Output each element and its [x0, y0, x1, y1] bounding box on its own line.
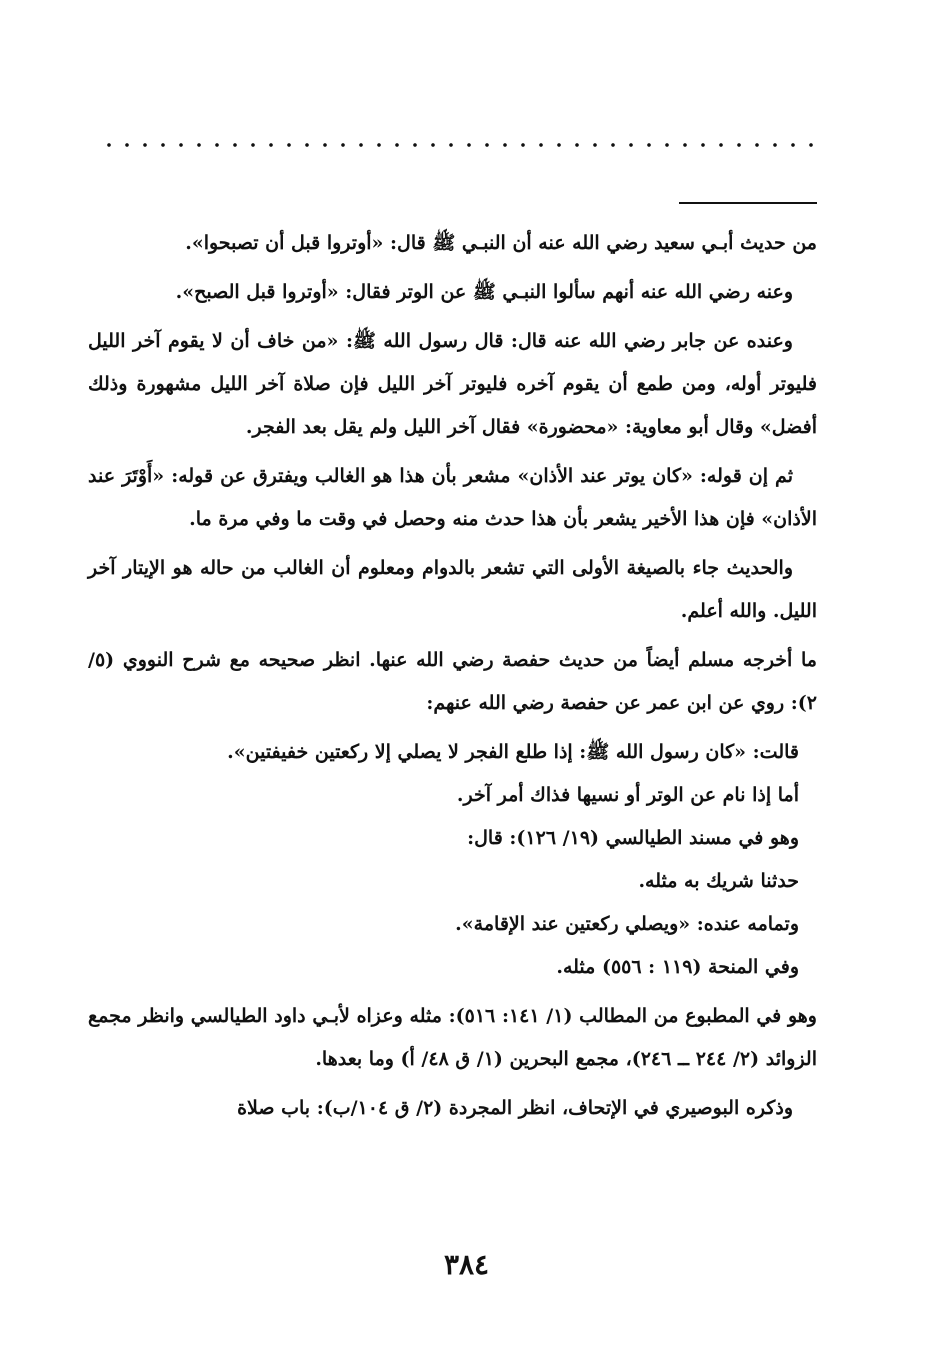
footnotes: [88, 222, 817, 1136]
note-paragraph: وذكره البوصيري في الإتحاف، انظر المجردة (٢/ ق ١٠٤/ب): باب صلاة: [237, 1097, 793, 1119]
note-line: وفي المنحة (١١٩ : ٥٥٦) مثله.: [556, 956, 799, 978]
note-paragraph: من حديث أبـي سعيد رضي الله عنه أن النبـي ﷺ قال: «أوتروا قبل أن تصبحوا».: [185, 232, 817, 254]
note-line: قالت: «كان رسول الله ﷺ: إذا طلع الفجر لا يصلي إلا ركعتين خفيفتين».: [227, 741, 799, 763]
note-line: أما إذا نام عن الوتر أو نسيها فذاك أمر آخر.: [456, 784, 799, 806]
note-line: وهو في مسند الطيالسي (١٩/ ١٢٦): قال:: [467, 827, 799, 849]
note-paragraph: ثم إن قوله: «كان يوتر عند الأذان» مشعر بأن هذا هو الغالب ويفترق عن قوله: «أَوْتَرَ عند الأذان» فإن هذا الأخير يشعر بأن هذا حدث منه وحصل في وقت ما وفي مرة ما.: [88, 465, 817, 530]
page-number: ٣٨٤: [443, 1248, 490, 1281]
note-line: وتمامه عنده: «ويصلي ركعتين عند الإقامة».: [455, 913, 799, 935]
footnote-rule: [679, 202, 817, 204]
note-paragraph: والحديث جاء بالصيغة الأولى التي تشعر بالدوام ومعلوم أن الغالب من حاله هو الإيتار آخر الليل. والله أعلم.: [88, 557, 817, 622]
note-paragraph: وعنه رضي الله عنه أنهم سألوا النبـي ﷺ عن الوتر فقال: «أوتروا قبل الصبح».: [175, 281, 793, 303]
note-line: حدثنا شريك به مثله.: [638, 870, 799, 892]
note-paragraph: وعنده عن جابر رضي الله عنه قال: قال رسول الله ﷺ: «من خاف أن لا يقوم آخر الليل فليوتر أوله، ومن طمع أن يقوم آخره فليوتر آخر الليل فإن صلاة آخر الليل مشهورة وذلك أفضل» وقال أبو معاوية: «محضورة» فقال آخر الليل ولم يقل بعد الفجر.: [88, 330, 817, 438]
dotted-separator: [100, 140, 818, 150]
note-paragraph: ما أخرجه مسلم أيضاً من حديث حفصة رضي الله عنها. انظر صحيحه مع شرح النووي (٥/ ٢): روي عن ابن عمر عن حفصة رضي الله عنهم:: [88, 649, 817, 714]
note-paragraph: وهو في المطبوع من المطالب (١/ ١٤١: ٥١٦): مثله وعزاه لأبـي داود الطيالسي وانظر مجمع الزوائد (٢/ ٢٤٤ ــ ٢٤٦)، مجمع البحرين (١/ ق ٤٨/ أ) وما بعدها.: [88, 1005, 817, 1070]
